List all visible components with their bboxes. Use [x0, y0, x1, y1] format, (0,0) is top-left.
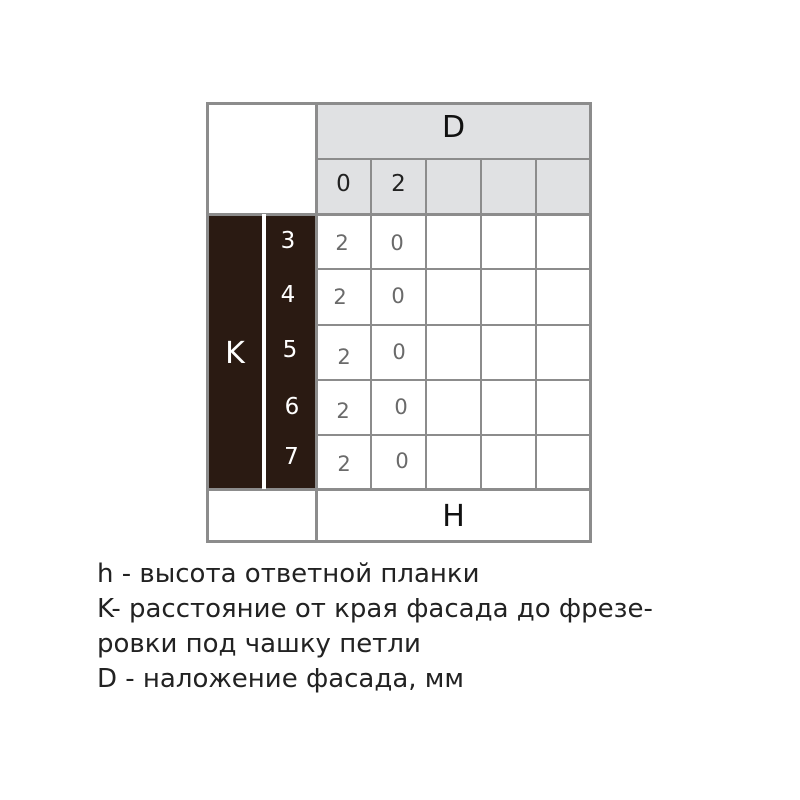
frame-left — [206, 102, 209, 543]
grid-v-1 — [315, 102, 318, 543]
legend-line-d: D - наложение фасада, мм — [97, 664, 465, 694]
grid-v-2 — [370, 158, 372, 490]
k-value-5: 5 — [282, 337, 298, 363]
legend-line-k-cont: ровки под чашку петли — [97, 629, 421, 659]
cell-value: 2 — [337, 452, 351, 476]
grid-h-1 — [317, 158, 592, 160]
d-header-label: D — [441, 110, 466, 145]
grid-h-3 — [317, 268, 592, 270]
grid-h-4 — [317, 324, 592, 326]
frame-bottom — [206, 540, 592, 543]
grid-v-3 — [425, 158, 427, 490]
cell-value: 2 — [336, 399, 350, 423]
cell-value: 0 — [391, 284, 405, 308]
legend-line-h: h - высота ответной планки — [97, 559, 480, 589]
d-column-0: 0 — [336, 171, 351, 197]
k-label: K — [225, 336, 245, 371]
k-value-7: 7 — [284, 444, 299, 470]
cell-value: 0 — [394, 395, 408, 419]
cell-value: 2 — [333, 285, 347, 309]
legend-line-k: K- расстояние от края фасада до фрезе- — [97, 594, 653, 624]
k-value-6: 6 — [284, 394, 300, 420]
cell-value: 2 — [337, 345, 351, 369]
k-value-3: 3 — [280, 228, 296, 254]
grid-v-4 — [480, 158, 482, 490]
d-column-1: 2 — [391, 171, 406, 197]
cell-value: 0 — [390, 231, 404, 255]
frame-top — [206, 102, 592, 105]
legend — [97, 557, 757, 697]
frame-right — [589, 102, 592, 543]
k-value-4: 4 — [280, 282, 296, 308]
cell-value: 2 — [335, 231, 349, 255]
grid-h-6 — [317, 434, 592, 436]
h-label: H — [442, 499, 465, 534]
cell-value: 0 — [392, 340, 406, 364]
grid-v-5 — [535, 158, 537, 490]
grid-h-5 — [317, 379, 592, 381]
cell-value: 0 — [395, 449, 409, 473]
